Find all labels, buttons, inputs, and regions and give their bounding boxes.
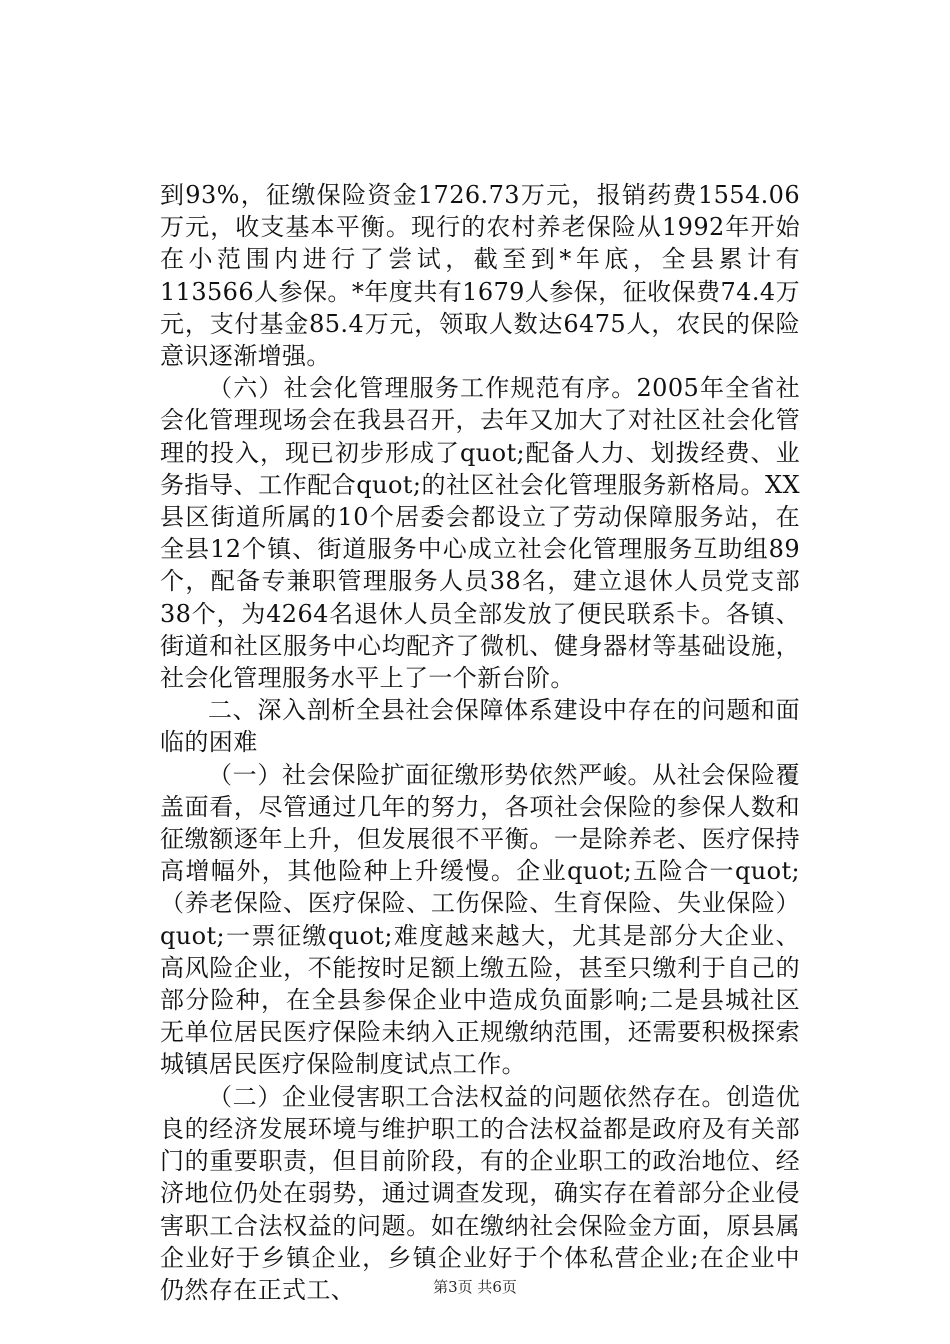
section-heading-2: 二、深入剖析全县社会保障体系建设中存在的问题和面临的困难 — [160, 696, 800, 757]
body-text — [160, 179, 800, 1306]
page-footer: 第3页 共6页 — [433, 1278, 517, 1296]
paragraph-issue-1: （一）社会保险扩面征缴形势依然严峻。从社会保险覆盖面看，尽管通过几年的努力，各项社会保险的参保人数和征缴额逐年上升，但发展很不平衡。一是除养老、医疗保持高增幅外，其他险种上升缓慢。企业quot;五险合一quot;（养老保险、医疗保险、工伤保险、生育保险、失业保险）quot;一票征缴quot;难度越来越大，尤其是部分大企业、高风险企业，不能按时足额上缴五险，甚至只缴利于自己的部分险种，在全县参保企业中造成负面影响;二是县城社区无单位居民医疗保险未纳入正规缴纳范围，还需要积极探索城镇居民医疗保险制度试点工作。 — [160, 760, 800, 1079]
paragraph-issue-2: （二）企业侵害职工合法权益的问题依然存在。创造优良的经济发展环境与维护职工的合法权益都是政府及有关部门的重要职责，但目前阶段，有的企业职工的政治地位、经济地位仍处在弱势，通过调查发现，确实存在着部分企业侵害职工合法权益的问题。如在缴纳社会保险金方面，原县属企业好于乡镇企业，乡镇企业好于个体私营企业;在企业中仍然存在正式工、 — [160, 1082, 800, 1304]
paragraph-section-6: （六）社会化管理服务工作规范有序。2005年全省社会化管理现场会在我县召开，去年又加大了对社区社会化管理的投入，现已初步形成了quot;配备人力、划拨经费、业务指导、工作配合quot;的社区社会化管理服务新格局。XX县区街道所属的10个居委会都设立了劳动保障服务站，在全县12个镇、街道服务中心成立社会化管理服务互助组89个，配备专兼职管理服务人员38名，建立退休人员党支部38个，为4264名退休人员全部发放了便民联系卡。各镇、街道和社区服务中心均配齐了微机、健身器材等基础设施，社会化管理服务水平上了一个新台阶。 — [160, 374, 800, 693]
paragraph-continuation: 到93%，征缴保险资金1726.73万元，报销药费1554.06万元，收支基本平衡。现行的农村养老保险从1992年开始在小范围内进行了尝试，截至到*年底，全县累计有113566人参保。*年度共有1679人参保，征收保费74.4万元，支付基金85.4万元，领取人数达6475人，农民的保险意识逐渐增强。 — [160, 181, 800, 371]
